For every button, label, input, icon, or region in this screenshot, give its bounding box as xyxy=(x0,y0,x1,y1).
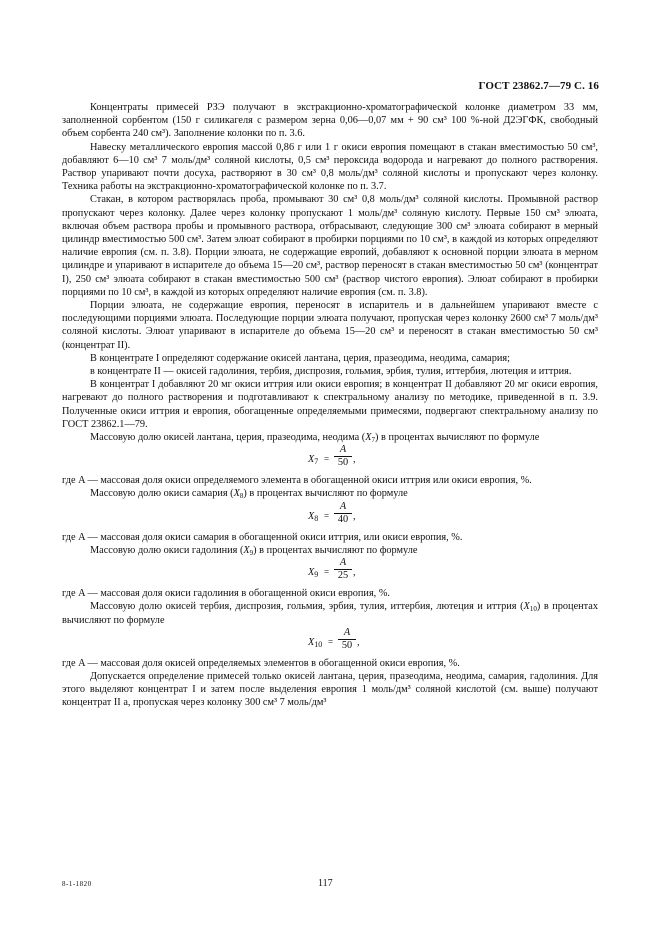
formula-lhs xyxy=(308,453,318,466)
document-body xyxy=(62,101,598,710)
paragraph: Порции элюата, не содержащие европия, переносят в испаритель и в дальнейшем упаривают вместе с последующими порциями элюата. Последующие порции элюата получают, пропуская через колонку 2600 см³ 7 моль/дм³ соляной кислоты. Элюат упаривают в испарителе до объема 15—20 см³ и переносят в стакан вместимостью 50 см³ (концентрат II). xyxy=(62,300,598,351)
formula-lhs xyxy=(308,636,322,649)
paragraph-formula-intro xyxy=(62,600,598,626)
formula-var: X xyxy=(308,510,315,522)
symbol: X xyxy=(523,601,530,613)
formula-x10 xyxy=(62,627,598,657)
page-header: ГОСТ 23862.7—79 С. 16 xyxy=(478,80,599,92)
formula-lhs xyxy=(308,510,318,523)
formula-comma: , xyxy=(353,567,356,579)
where-clause: где A — массовая доля окиси самария в обогащенной окиси иттрия, или окиси европия, %. xyxy=(62,531,463,543)
paragraph: Навеску металлического европия массой 0,86 г или 1 г окиси европия помещают в стакан вместимостью 50 см³, добавляют 6—10 см³ 7 моль/дм³ соляной кислоты, 0,5 см³ пероксида водорода и нагревают до полного растворения. Раствор упаривают почти досуха, растворяют в 30 см³ 0,8 моль/дм³ соляной кислоты и пропускают через колонку. Техника работы на экстракционно-хроматографической колонке по п. 3.7. xyxy=(62,141,598,193)
text-span: Массовую долю окиси гадолиния ( xyxy=(90,544,244,556)
formula-fraction xyxy=(338,627,356,652)
where-clause: где A — массовая доля окиси гадолиния в обогащенной окиси европия, %. xyxy=(62,588,390,600)
formula-fraction xyxy=(334,557,352,582)
paragraph: Стакан, в котором растворялась проба, промывают 30 см³ 0,8 моль/дм³ соляной кислоты. Промывной раствор пропускают через колонку. Далее через колонку пропускают 1 моль/дм³ соляную кислоту. Первые 150 см³ элюата, включая объем раствора пробы и промывного раствора, отбрасывают, следующие 300 см³ элюата собирают в мерный цилиндр вместимостью 500 см³. Затем элюат собирают в пробирки порциями по 10 см³, в каждой из которых определяют наличие европия (см. п. 3.8). Порции элюата, не содержащие европий, добавляют к основной порции элюата в мерном цилиндре и упаривают в испарителе до объема 15—20 см³, раствор переносят в стакан вместимостью 50 см³ (концентрат I), 250 см³ элюата собирают в стакан вместимостью 500 см³ (раствор чистого европия). Элюат собирают в пробирки порциями по 10 см³, в каждой из которых определяют наличие европия (см. п. 3.8). xyxy=(62,194,598,298)
text-span: Массовую долю окисей тербия, диспрозия, гольмия, эрбия, тулия, иттербия, лютеция и иттрия ( xyxy=(90,601,524,613)
symbol-subscript: 9 xyxy=(249,548,254,557)
formula-comma: , xyxy=(353,454,356,466)
formula-eq: = xyxy=(324,454,330,465)
formula-denominator: 50 xyxy=(337,457,349,469)
formula-comma: , xyxy=(357,636,360,648)
print-code: 8-1-1820 xyxy=(62,880,92,888)
formula-numerator: A xyxy=(339,557,347,569)
symbol-subscript: 8 xyxy=(239,492,244,501)
formula-numerator: A xyxy=(343,626,351,638)
text-span: ) в процентах вычисляют по формуле xyxy=(375,432,540,444)
symbol: X xyxy=(233,488,240,500)
formula-eq: = xyxy=(328,636,334,647)
formula-denominator: 25 xyxy=(337,570,349,582)
formula-var: X xyxy=(308,567,315,579)
symbol: X xyxy=(365,432,372,444)
paragraph: В концентрат I добавляют 20 мг окиси иттрия или окиси европия; в концентрат II добавляют 20 мг окиси европия, нагревают до полного растворения и подготавливают к спектральному анализу по методике, приведенной в п. 3.9. Полученные окиси иттрия и европия, обогащенные определяемыми примесями, подвергают спектральному анализу по ГОСТ 23862.1—79. xyxy=(62,379,598,430)
where-clause: где A — массовая доля окиси определяемого элемента в обогащенной окиси иттрия или окиси европия, %. xyxy=(62,475,532,487)
text-span: ) в процентах вычисляют по формуле xyxy=(253,544,418,556)
formula-sub: 10 xyxy=(314,639,323,649)
formula-x8 xyxy=(62,501,598,531)
paragraph: Допускается определение примесей только окисей лантана, церия, празеодима, неодима, самария, гадолиния. Для этого выделяют концентрат I и затем после выделения европия 1 моль/дм³ соляной кислотой (см. выше) получают концентрат II а, пропуская через колонку 300 см³ 7 моль/дм³ xyxy=(62,670,598,709)
formula-comma: , xyxy=(353,510,356,522)
page-number: 117 xyxy=(318,878,333,889)
text-span: ) в процентах вычисляют по формуле xyxy=(243,488,408,500)
formula-var: X xyxy=(308,636,315,648)
where-clause: где A — массовая доля окисей определяемых элементов в обогащенной окиси европия, %. xyxy=(62,657,460,669)
formula-eq: = xyxy=(324,510,330,521)
formula-sub: 9 xyxy=(314,570,319,580)
symbol-subscript: 7 xyxy=(371,436,376,445)
formula-fraction xyxy=(334,444,352,469)
paragraph: В концентрате I определяют содержание окисей лантана, церия, празеодима, неодима, самария; xyxy=(90,352,510,364)
formula-sub: 8 xyxy=(314,513,319,523)
formula-x7 xyxy=(62,444,598,474)
paragraph-formula-intro xyxy=(62,487,598,500)
formula-numerator: A xyxy=(339,500,347,512)
formula-denominator: 40 xyxy=(337,513,349,525)
formula-sub: 7 xyxy=(314,457,319,467)
formula-fraction xyxy=(334,501,352,526)
formula-x9 xyxy=(62,557,598,587)
text-span: ) в процентах вычисляют по формуле xyxy=(62,601,598,626)
formula-lhs xyxy=(308,566,318,579)
symbol: X xyxy=(243,544,250,556)
paragraph: в концентрате II — окисей гадолиния, тербия, диспрозия, гольмия, эрбия, тулия, иттербия, лютеция и иттрия. xyxy=(90,366,572,378)
formula-eq: = xyxy=(324,567,330,578)
paragraph-formula-intro xyxy=(62,431,598,444)
formula-numerator: A xyxy=(339,444,347,456)
paragraph: Концентраты примесей РЗЭ получают в экстракционно-хроматографической колонке диаметром 33 мм, заполненной сорбентом (150 г силикагеля с размером зерна 0,06—0,07 мм + 90 см³ 100 %-ной Д2ЭГФК, свободный объем сорбента 240 см³). Заполнение колонки по п. 3.6. xyxy=(62,102,598,140)
text-span: Массовую долю окисей лантана, церия, празеодима, неодима ( xyxy=(90,432,366,444)
formula-var: X xyxy=(308,454,315,466)
formula-denominator: 50 xyxy=(341,639,353,651)
text-span: Массовую долю окиси самария ( xyxy=(90,488,234,500)
paragraph-formula-intro xyxy=(62,544,598,557)
symbol-subscript: 10 xyxy=(529,605,537,614)
